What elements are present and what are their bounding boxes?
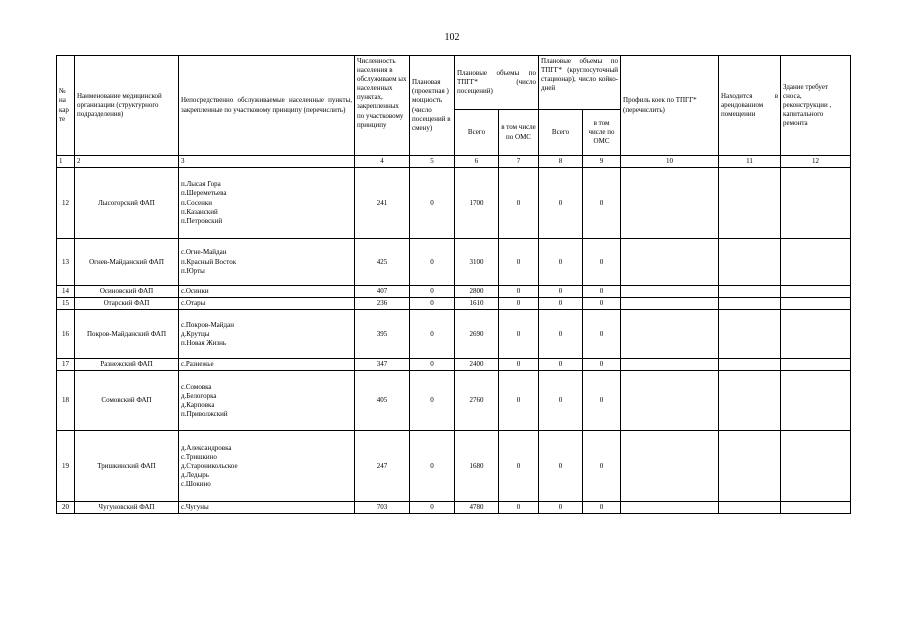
- organization-name-cell: Покров-Майданский ФАП: [75, 310, 179, 359]
- needs-repair-cell: [781, 286, 851, 298]
- settlement-name: с.Отары: [181, 299, 206, 308]
- header-row-1: [57, 56, 851, 110]
- visits-total-cell: 1610: [455, 298, 499, 310]
- column-number: 1: [57, 156, 75, 168]
- capacity-cell: 0: [410, 371, 455, 431]
- header-beds-total: Всего: [539, 110, 583, 156]
- settlement-name: д.Александровка: [181, 443, 232, 452]
- visits-oms-cell: 0: [499, 239, 539, 286]
- population-cell: 395: [355, 310, 410, 359]
- rented-cell: [719, 502, 781, 514]
- visits-oms-cell: 0: [499, 298, 539, 310]
- settlement-name: п.Приволжский: [181, 409, 228, 418]
- visits-total-cell: 1680: [455, 431, 499, 502]
- settlements-cell: [179, 286, 355, 298]
- organization-name-cell: Огнев-Майданский ФАП: [75, 239, 179, 286]
- settlement-name: п.Юрты: [181, 266, 205, 275]
- beds-total-cell: 0: [539, 359, 583, 371]
- beds-total-cell: 0: [539, 371, 583, 431]
- organization-name-cell: Сомовский ФАП: [75, 371, 179, 431]
- population-cell: 236: [355, 298, 410, 310]
- settlement-name: с.Шокино: [181, 480, 211, 489]
- beds-oms-cell: 0: [583, 298, 621, 310]
- settlements-cell: [179, 298, 355, 310]
- header-rented: Находится в арендованном помещении: [719, 56, 781, 156]
- capacity-cell: 0: [410, 168, 455, 239]
- beds-total-cell: 0: [539, 431, 583, 502]
- table-row: [57, 310, 851, 359]
- row-number-cell: 18: [57, 371, 75, 431]
- settlement-name: п.Сосенки: [181, 198, 213, 207]
- visits-oms-cell: 0: [499, 286, 539, 298]
- settlement-name: с.Осинки: [181, 287, 209, 296]
- bed-profile-cell: [621, 310, 719, 359]
- population-cell: 347: [355, 359, 410, 371]
- table-row: [57, 502, 851, 514]
- header-needs-repair: Здание требует сноса, реконструкции , капитального ремонта: [781, 56, 851, 156]
- visits-total-cell: 2800: [455, 286, 499, 298]
- settlement-name: д.Крутцы: [181, 329, 210, 338]
- capacity-cell: 0: [410, 359, 455, 371]
- population-cell: 425: [355, 239, 410, 286]
- header-beds-plan: Плановые объемы по ТПГГ* (круглосуточный стационар), число койко-дней: [539, 56, 621, 110]
- column-number-row: [57, 156, 851, 168]
- settlement-name: д.Белогорка: [181, 391, 217, 400]
- rented-cell: [719, 239, 781, 286]
- column-number: 10: [621, 156, 719, 168]
- settlement-name: п.Красный Восток: [181, 257, 237, 266]
- beds-oms-cell: 0: [583, 168, 621, 239]
- settlements-cell: [179, 431, 355, 502]
- visits-oms-cell: 0: [499, 502, 539, 514]
- visits-oms-cell: 0: [499, 359, 539, 371]
- header-organization-name: Наименование медицинской организации (структурного подразделения): [75, 56, 179, 156]
- beds-total-cell: 0: [539, 310, 583, 359]
- settlement-name: д.Ледырь: [181, 470, 209, 479]
- header-bed-profile: Профиль коек по ТПГГ* (перечислить): [621, 56, 719, 156]
- header-visits-total: Всего: [455, 110, 499, 156]
- settlement-name: п.Петровский: [181, 216, 223, 225]
- population-cell: 703: [355, 502, 410, 514]
- settlement-name: п.Новая Жизнь: [181, 338, 227, 347]
- capacity-cell: 0: [410, 286, 455, 298]
- page-number: 102: [444, 32, 460, 43]
- beds-oms-cell: 0: [583, 431, 621, 502]
- visits-total-cell: 4780: [455, 502, 499, 514]
- organization-name-cell: Чугуновский ФАП: [75, 502, 179, 514]
- header-beds-oms: в том числе по ОМС: [583, 110, 621, 156]
- beds-oms-cell: 0: [583, 239, 621, 286]
- needs-repair-cell: [781, 310, 851, 359]
- facilities-table: [56, 55, 851, 514]
- settlements-cell: [179, 239, 355, 286]
- column-number: 3: [179, 156, 355, 168]
- row-number-cell: 15: [57, 298, 75, 310]
- needs-repair-cell: [781, 371, 851, 431]
- table-row: [57, 239, 851, 286]
- beds-total-cell: 0: [539, 286, 583, 298]
- table-row: [57, 286, 851, 298]
- population-cell: 405: [355, 371, 410, 431]
- beds-total-cell: 0: [539, 298, 583, 310]
- beds-oms-cell: 0: [583, 502, 621, 514]
- header-population: Численность населения в обслуживаем ых населенных пунктах, закрепленных по участковому принципу: [355, 56, 410, 156]
- settlement-name: с.Тришкино: [181, 452, 217, 461]
- row-number-cell: 17: [57, 359, 75, 371]
- settlements-cell: [179, 310, 355, 359]
- settlements-cell: [179, 168, 355, 239]
- header-capacity: Плановая (проектная ) мощность (число посещений в смену): [410, 56, 455, 156]
- bed-profile-cell: [621, 286, 719, 298]
- rented-cell: [719, 431, 781, 502]
- capacity-cell: 0: [410, 502, 455, 514]
- header-map-number: № на кар те: [57, 56, 75, 156]
- capacity-cell: 0: [410, 239, 455, 286]
- needs-repair-cell: [781, 359, 851, 371]
- beds-oms-cell: 0: [583, 359, 621, 371]
- bed-profile-cell: [621, 502, 719, 514]
- settlement-name: с.Сомовка: [181, 382, 212, 391]
- visits-total-cell: 3100: [455, 239, 499, 286]
- bed-profile-cell: [621, 371, 719, 431]
- population-cell: 247: [355, 431, 410, 502]
- settlement-name: с.Чугуны: [181, 503, 209, 512]
- organization-name-cell: Лысогорский ФАП: [75, 168, 179, 239]
- bed-profile-cell: [621, 168, 719, 239]
- table-row: [57, 168, 851, 239]
- rented-cell: [719, 359, 781, 371]
- bed-profile-cell: [621, 298, 719, 310]
- population-cell: 407: [355, 286, 410, 298]
- rented-cell: [719, 310, 781, 359]
- rented-cell: [719, 168, 781, 239]
- table-row: [57, 431, 851, 502]
- row-number-cell: 12: [57, 168, 75, 239]
- bed-profile-cell: [621, 239, 719, 286]
- beds-oms-cell: 0: [583, 371, 621, 431]
- table-row: [57, 359, 851, 371]
- column-number: 11: [719, 156, 781, 168]
- population-cell: 241: [355, 168, 410, 239]
- row-number-cell: 20: [57, 502, 75, 514]
- bed-profile-cell: [621, 431, 719, 502]
- needs-repair-cell: [781, 298, 851, 310]
- column-number: 4: [355, 156, 410, 168]
- column-number: 6: [455, 156, 499, 168]
- column-number: 7: [499, 156, 539, 168]
- capacity-cell: 0: [410, 310, 455, 359]
- settlements-cell: [179, 359, 355, 371]
- needs-repair-cell: [781, 431, 851, 502]
- bed-profile-cell: [621, 359, 719, 371]
- settlement-name: д.Староникольское: [181, 461, 238, 470]
- column-number: 2: [75, 156, 179, 168]
- beds-oms-cell: 0: [583, 310, 621, 359]
- visits-oms-cell: 0: [499, 371, 539, 431]
- header-visits-oms: в том числе по ОМС: [499, 110, 539, 156]
- organization-name-cell: Разнежский ФАП: [75, 359, 179, 371]
- visits-oms-cell: 0: [499, 310, 539, 359]
- settlement-name: с.Разнежье: [181, 360, 214, 369]
- column-number: 5: [410, 156, 455, 168]
- settlement-name: с.Покров-Майдан: [181, 320, 234, 329]
- header-visits-plan: Плановые объемы по ТПГГ* (число посещений): [455, 56, 539, 110]
- column-number: 8: [539, 156, 583, 168]
- visits-total-cell: 2400: [455, 359, 499, 371]
- needs-repair-cell: [781, 239, 851, 286]
- organization-name-cell: Тришкинский ФАП: [75, 431, 179, 502]
- capacity-cell: 0: [410, 431, 455, 502]
- settlements-cell: [179, 371, 355, 431]
- settlement-name: п.Казанский: [181, 207, 218, 216]
- organization-name-cell: Осиновский ФАП: [75, 286, 179, 298]
- visits-oms-cell: 0: [499, 431, 539, 502]
- needs-repair-cell: [781, 502, 851, 514]
- visits-total-cell: 2760: [455, 371, 499, 431]
- settlement-name: д.Карповка: [181, 400, 215, 409]
- beds-total-cell: 0: [539, 502, 583, 514]
- needs-repair-cell: [781, 168, 851, 239]
- row-number-cell: 19: [57, 431, 75, 502]
- settlements-cell: [179, 502, 355, 514]
- beds-total-cell: 0: [539, 239, 583, 286]
- beds-total-cell: 0: [539, 168, 583, 239]
- visits-total-cell: 1700: [455, 168, 499, 239]
- table-row: [57, 371, 851, 431]
- settlement-name: п.Лысая Гора: [181, 180, 221, 189]
- table-row: [57, 298, 851, 310]
- visits-oms-cell: 0: [499, 168, 539, 239]
- settlement-name: с.Огне-Майдан: [181, 248, 227, 257]
- rented-cell: [719, 298, 781, 310]
- capacity-cell: 0: [410, 298, 455, 310]
- row-number-cell: 14: [57, 286, 75, 298]
- column-number: 12: [781, 156, 851, 168]
- row-number-cell: 13: [57, 239, 75, 286]
- beds-oms-cell: 0: [583, 286, 621, 298]
- column-number: 9: [583, 156, 621, 168]
- settlement-name: п.Шереметьева: [181, 189, 227, 198]
- visits-total-cell: 2690: [455, 310, 499, 359]
- header-settlements: Непосредственно обслуживаемые населенные пункты, закрепленные по участковому принципу (перечислить): [179, 56, 355, 156]
- rented-cell: [719, 371, 781, 431]
- row-number-cell: 16: [57, 310, 75, 359]
- rented-cell: [719, 286, 781, 298]
- organization-name-cell: Отарский ФАП: [75, 298, 179, 310]
